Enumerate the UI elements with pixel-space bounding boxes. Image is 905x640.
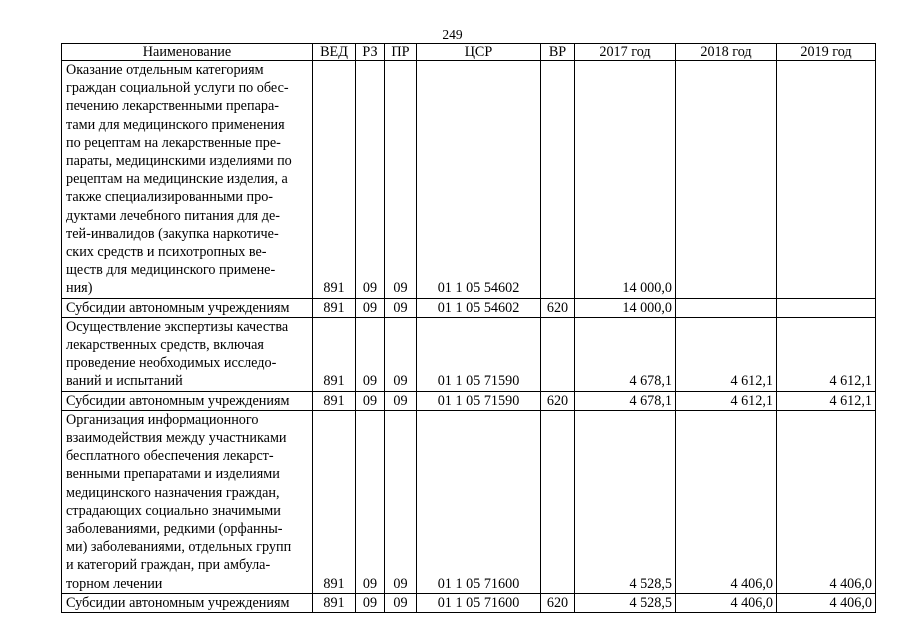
row-ved: 891	[313, 593, 356, 612]
row-vr: 620	[541, 593, 575, 612]
row-csr: 01 1 05 54602	[417, 298, 541, 317]
row-2018: 4 406,0	[676, 410, 777, 593]
row-2019: 4 612,1	[777, 317, 876, 391]
row-csr: 01 1 05 71600	[417, 410, 541, 593]
row-ved: 891	[313, 391, 356, 410]
row-name: Субсидии автономным учреждениям	[62, 391, 313, 410]
row-2018	[676, 61, 777, 299]
header-vr: ВР	[541, 44, 575, 61]
row-name: Субсидии автономным учреждениям	[62, 298, 313, 317]
row-csr: 01 1 05 71590	[417, 317, 541, 391]
table-row	[62, 61, 876, 299]
table-row	[62, 593, 876, 612]
row-rz: 09	[356, 61, 385, 299]
row-2019: 4 406,0	[777, 593, 876, 612]
row-2017: 4 528,5	[575, 593, 676, 612]
table-row	[62, 410, 876, 593]
header-row	[62, 44, 876, 61]
row-rz: 09	[356, 391, 385, 410]
row-2018	[676, 298, 777, 317]
row-2019: 4 406,0	[777, 410, 876, 593]
row-ved: 891	[313, 410, 356, 593]
table-row	[62, 298, 876, 317]
row-vr	[541, 61, 575, 299]
header-pr: ПР	[385, 44, 417, 61]
row-csr: 01 1 05 54602	[417, 61, 541, 299]
row-name: Осуществление экспертизы качества лекарственных средств, включая проведение необходимых исследо- ваний и испытаний	[62, 317, 313, 391]
header-ved: ВЕД	[313, 44, 356, 61]
row-2019	[777, 61, 876, 299]
row-pr: 09	[385, 593, 417, 612]
row-ved: 891	[313, 61, 356, 299]
row-rz: 09	[356, 410, 385, 593]
row-pr: 09	[385, 391, 417, 410]
row-2019	[777, 298, 876, 317]
header-csr: ЦСР	[417, 44, 541, 61]
table-row	[62, 391, 876, 410]
row-name: Субсидии автономным учреждениям	[62, 593, 313, 612]
row-name: Организация информационного взаимодействия между участниками бесплатного обеспечения лекарст- венными препаратами и изделиями медицинского назначения граждан, страдающих социально значимыми заболеваниями, редкими (орфанны- ми) заболеваниями, отдельных групп и категорий граждан, при амбула- торном лечении	[62, 410, 313, 593]
row-pr: 09	[385, 317, 417, 391]
row-rz: 09	[356, 593, 385, 612]
row-2018: 4 406,0	[676, 593, 777, 612]
row-csr: 01 1 05 71590	[417, 391, 541, 410]
row-pr: 09	[385, 410, 417, 593]
row-2017: 14 000,0	[575, 298, 676, 317]
budget-table	[61, 43, 876, 613]
row-ved: 891	[313, 298, 356, 317]
header-2019: 2019 год	[777, 44, 876, 61]
row-vr	[541, 317, 575, 391]
row-rz: 09	[356, 298, 385, 317]
row-pr: 09	[385, 61, 417, 299]
row-2017: 14 000,0	[575, 61, 676, 299]
header-2017: 2017 год	[575, 44, 676, 61]
row-name: Оказание отдельным категориям граждан социальной услуги по обес- печению лекарственными препара- тами для медицинского применения по рецептам на лекарственные пре- параты, медицинскими изделиями по рецептам на медицинские изделия, а также специализированными про- дуктами лечебного питания для де- тей-инвалидов (закупка наркотиче- ских средств и психотропных ве- ществ для медицинского примене- ния)	[62, 61, 313, 299]
row-rz: 09	[356, 317, 385, 391]
row-vr: 620	[541, 391, 575, 410]
row-2017: 4 528,5	[575, 410, 676, 593]
header-2018: 2018 год	[676, 44, 777, 61]
row-csr: 01 1 05 71600	[417, 593, 541, 612]
row-2019: 4 612,1	[777, 391, 876, 410]
row-2018: 4 612,1	[676, 317, 777, 391]
row-2017: 4 678,1	[575, 391, 676, 410]
row-vr: 620	[541, 298, 575, 317]
page-number: 249	[442, 27, 463, 42]
row-pr: 09	[385, 298, 417, 317]
header-rz: РЗ	[356, 44, 385, 61]
table-row	[62, 317, 876, 391]
row-vr	[541, 410, 575, 593]
row-2017: 4 678,1	[575, 317, 676, 391]
row-ved: 891	[313, 317, 356, 391]
row-2018: 4 612,1	[676, 391, 777, 410]
header-name: Наименование	[62, 44, 313, 61]
